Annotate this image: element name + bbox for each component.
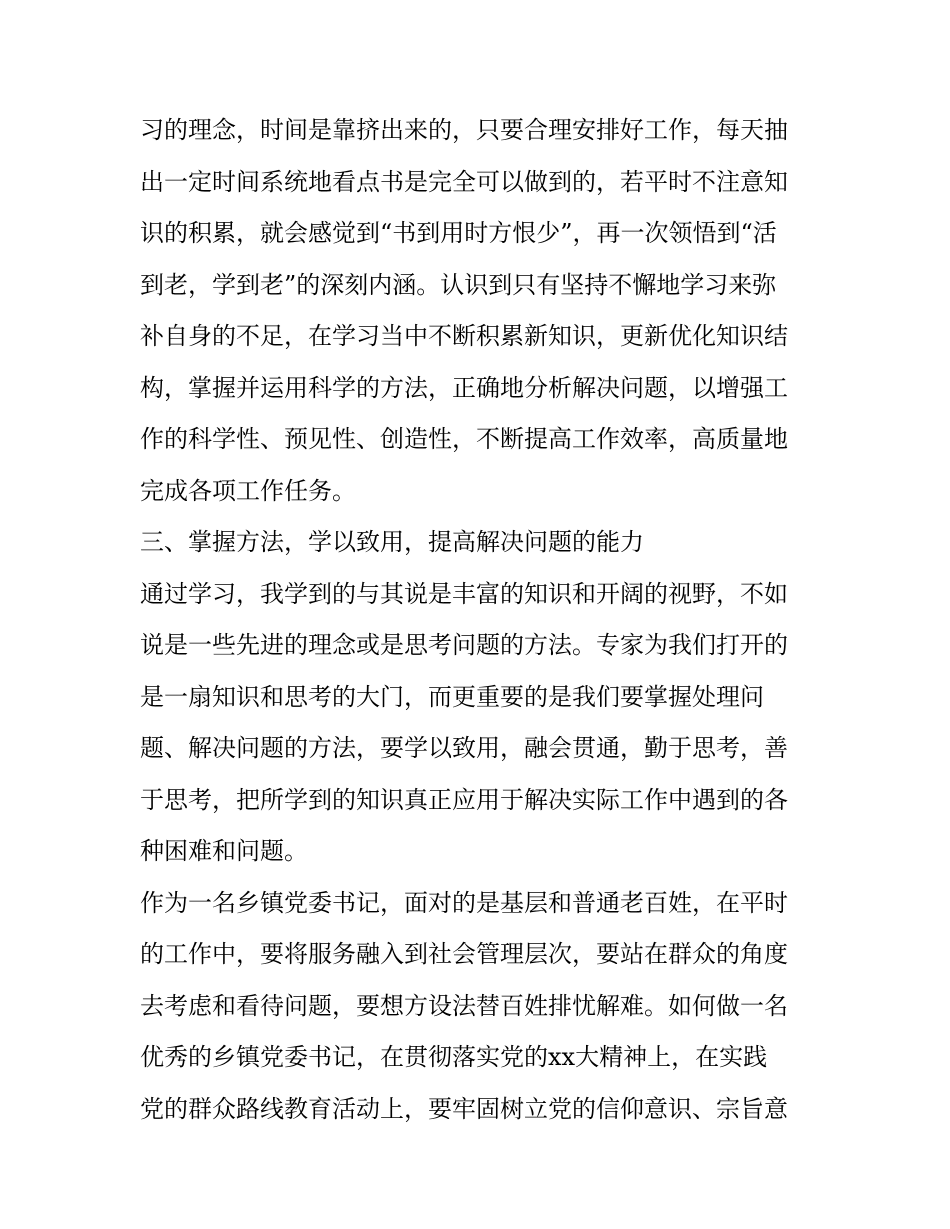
text-line: 种困难和问题。 <box>140 837 308 865</box>
text-line: 习的理念，时间是靠挤出来的，只要合理安排好工作，每天抽 <box>140 116 788 144</box>
text-line: 构，掌握并运用科学的方法，正确地分析解决问题，以增强工 <box>140 373 788 402</box>
text-line: 优秀的乡镇党委书记，在贯彻落实党的xx大精神上，在实践 <box>140 1043 768 1071</box>
text-line: 是一扇知识和思考的大门，而更重要的是我们要掌握处理问 <box>140 682 764 711</box>
text-line: 出一定时间系统地看点书是完全可以做到的，若平时不注意知 <box>140 167 788 196</box>
text-line: 题、解决问题的方法，要学以致用，融会贯通，勤于思考，善 <box>140 734 788 762</box>
text-line: 作的科学性、预见性、创造性，不断提高工作效率，高质量地 <box>140 425 788 453</box>
text-line: 去考虑和看待问题，要想方设法替百姓排忧解难。如何做一名 <box>140 991 788 1020</box>
text-line: 补自身的不足，在学习当中不断积累新知识，更新优化知识结 <box>140 322 788 350</box>
text-line: 的工作中，要将服务融入到社会管理层次，要站在群众的角度 <box>140 940 788 968</box>
text-line: 党的群众路线教育活动上，要牢固树立党的信仰意识、宗旨意 <box>140 1094 788 1123</box>
text-line: 到老，学到老”的深刻内涵。认识到只有坚持不懈地学习来弥 <box>140 270 777 299</box>
text-line: 通过学习，我学到的与其说是丰富的知识和开阔的视野，不如 <box>140 579 788 608</box>
text-line: 识的积累，就会感觉到“书到用时方恨少”，再一次领悟到“活 <box>140 219 777 247</box>
body-text <box>140 105 820 1135</box>
text-line: 于思考，把所学到的知识真正应用于解决实际工作中遇到的各 <box>140 785 788 814</box>
section-heading: 三、掌握方法，学以致用，提高解决问题的能力 <box>140 528 644 556</box>
text-line: 作为一名乡镇党委书记，面对的是基层和普通老百姓，在平时 <box>140 888 788 917</box>
text-line: 完成各项工作任务。 <box>140 476 356 505</box>
text-line: 说是一些先进的理念或是思考问题的方法。专家为我们打开的 <box>140 631 788 659</box>
